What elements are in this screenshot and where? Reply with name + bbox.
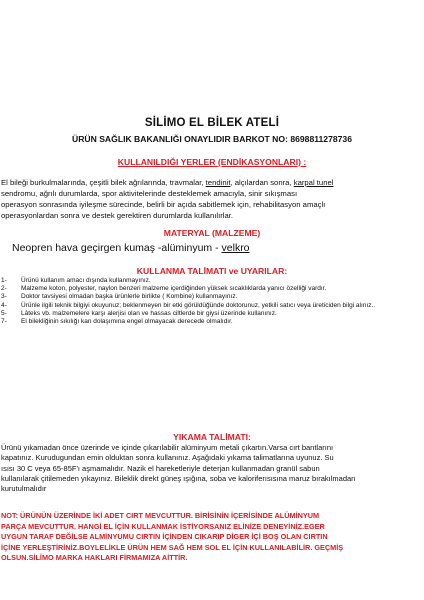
usage-list	[1, 277, 422, 326]
washing-line-2: kapatınız. Kurudugundan emin olduktan sonra kullanınız. Aşağıdaki yıkama talimatlarına uyunuz. Su	[1, 453, 334, 463]
usage-item-text: Malzeme koton, polyester, naylon benzeri malzeme içerdiğinden yüksek sıcaklıklarda yanıcı özelliği vardır.	[21, 285, 327, 293]
note-paragraph	[1, 511, 423, 564]
indications-heading	[0, 157, 424, 167]
material-velkro: velkro	[221, 242, 250, 254]
usage-item-text: Ürünü kullanım amacı dışında kullanmayınız.	[21, 277, 151, 284]
indications-line-1	[1, 177, 422, 188]
washing-line-3: ısısı 30 C veya 65-85F'ı aşmamalıdır. Nazik el hareketleriyle deterjan kullanmadan granül sabun	[1, 463, 320, 473]
usage-item	[1, 310, 422, 318]
usage-item-number: 7-	[1, 318, 7, 326]
barcode-subtitle: ÜRÜN SAĞLIK BAKANLIĞI ONAYLIDIR BARKOT NO: 8698811278736	[71, 134, 352, 144]
indications-line-1-c: , alçılardan sonra,	[230, 178, 294, 187]
washing-line-1: Ürünü yıkamadan önce üzerinde ve içinde çıkarılabilir alüminyum metali çıkartın.Varsa cırt bantlarını	[1, 443, 334, 452]
usage-item-text: Ürünle ilgili teknik bilgiyi okuyunuz; beklenmeyen bir etki görüldüğünde doktorunuz, yetkili satıcı veya üreticiden bilgi alınız..	[21, 301, 376, 309]
note-line-1: NOT: ÜRÜNÜN ÜZERİNDE İKİ ADET CIRT MEVCUTTUR. BİRİSİNİN İÇERİSİNDE ALÜMİNYUM	[1, 511, 320, 520]
usage-item	[1, 293, 422, 301]
note-line-4: İÇİNE YERLEŞTİRİNİZ.BOYLELİKLE ÜRÜN HEM SAĞ HEM SOL EL İÇİN KULLANILABİLİR. GEÇMİŞ	[1, 542, 344, 552]
usage-item-text: Doktor tavsiyesi olmadan başka ürünlerle birlikte ( Kombine) kullanmayınız.	[21, 293, 238, 301]
usage-heading: KULLANMA TALİMATI ve UYARILAR:	[136, 266, 288, 276]
washing-paragraph	[1, 443, 422, 494]
material-heading: MATERYAL (MALZEME)	[163, 228, 261, 238]
usage-item	[1, 277, 422, 285]
term-tendinit: tendinit	[205, 178, 231, 187]
term-karpal-tunel: karpal tunel	[293, 178, 334, 187]
usage-item-number: 3-	[1, 293, 7, 301]
usage-item-number: 1-	[1, 277, 7, 284]
material-text-main: Neopren hava geçirgen kumaş -alüminyum -	[12, 242, 222, 254]
usage-item	[1, 318, 422, 326]
note-line-2: PARÇA MEVCUTTUR. HANGİ EL İÇİN KULLANMAK İSTİYORSANIZ ELİNİZE DENEYİNİZ.EGER	[1, 521, 325, 531]
indications-line-2: sendromu, ağrılı durumlarda, spor aktivitelerinde desteklemek amacıyla, sinir sıkışması	[1, 189, 298, 198]
usage-item-number: 5-	[1, 309, 7, 317]
usage-item-text: Lâteks vb. malzemelere karşı alerjisi olan ve hassas ciltlerde bir giysi üzerinde kullanınız.	[21, 309, 277, 317]
washing-line-5: kurutulmalıdır	[1, 484, 47, 494]
usage-item	[1, 285, 422, 293]
usage-item	[1, 302, 422, 310]
indications-heading-suffix: :	[300, 157, 307, 167]
note-line-3: UYGUN TARAF DEĞİLSE ALMİNYUMU CIRTIN İÇİNDEN CIKARIP DİGER İÇİ BOŞ OLAN CIRTIN	[1, 532, 328, 542]
note-line-5: OLSUN.SİLİMO MARKA HAKLARI FİRMAMIZA AİTTİR.	[1, 553, 188, 563]
usage-item-number: 4-	[1, 301, 7, 309]
indications-line-4: operasyonlardan sonra ve destek gerektiren durumlarda kullanılırlar.	[1, 211, 234, 220]
usage-item-text: El bilekliğinin sıkılığı kan dolaşımına engel olmayacak derecede olmalıdır.	[21, 318, 233, 326]
washing-heading: YIKAMA TALİMATI:	[173, 432, 251, 442]
material-text	[12, 242, 250, 254]
indications-line-3: operasyon sonrasında iyileşme sürecinde, belirli bir açıda sabitlemek için, rehabilitasyon amaçlı	[1, 200, 326, 209]
indications-heading-text: KULLANILDIĞI YERLER (ENDİKASYONLARI)	[117, 157, 301, 167]
washing-line-4: kullanılarak çitilemeden yıkayınız. Bileklik direkt güneş ışığına, soba ve kaloriferısısına maruz bırakılmadan	[1, 473, 356, 483]
usage-item-number: 2-	[1, 285, 7, 293]
product-title: SİLİMO EL BİLEK ATELİ	[144, 117, 280, 129]
indications-paragraph	[1, 177, 422, 221]
indications-line-1-a: El bileği burkulmalarında, çeşitli bilek ağrılarında, travmalar,	[1, 178, 206, 187]
